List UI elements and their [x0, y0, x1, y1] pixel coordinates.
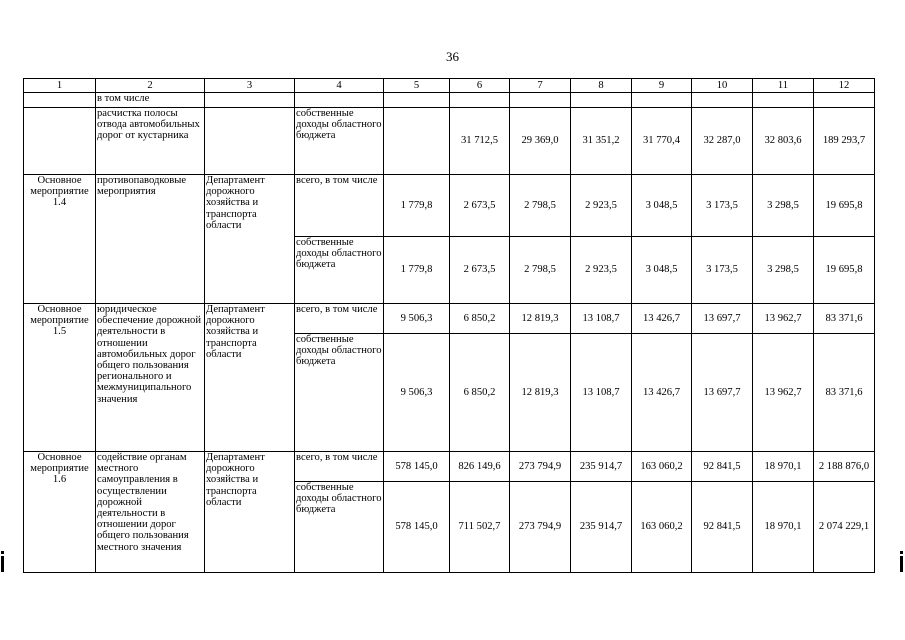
value-cell: 578 145,0: [384, 452, 450, 482]
value-cell: 31 770,4: [632, 108, 692, 175]
value-cell: 578 145,0: [384, 482, 450, 573]
column-number: 8: [571, 79, 632, 93]
value-cell: 3 173,5: [692, 237, 753, 304]
value-cell: 2 798,5: [510, 175, 571, 237]
value-cell: 92 841,5: [692, 452, 753, 482]
value-cell: 3 298,5: [753, 237, 814, 304]
value-cell: 1 779,8: [384, 175, 450, 237]
right-margin-mark: [900, 556, 903, 572]
value-cell: 13 426,7: [632, 334, 692, 452]
funding-source-cell: собственные доходы областного бюджета: [295, 237, 384, 304]
value-cell: 2 798,5: [510, 237, 571, 304]
column-number: 3: [205, 79, 295, 93]
column-number: 10: [692, 79, 753, 93]
value-cell: 13 108,7: [571, 334, 632, 452]
table-row: [24, 108, 875, 175]
value-cell: 2 923,5: [571, 175, 632, 237]
value-cell: 13 426,7: [632, 304, 692, 334]
value-cell: 163 060,2: [632, 482, 692, 573]
value-cell: 163 060,2: [632, 452, 692, 482]
executor-cell: Департамент дорожного хозяйства и транспорта области: [205, 304, 295, 452]
value-cell: 9 506,3: [384, 334, 450, 452]
value-cell: 189 293,7: [814, 108, 875, 175]
value-cell: 32 803,6: [753, 108, 814, 175]
budget-table: [23, 78, 875, 573]
value-cell: 13 697,7: [692, 304, 753, 334]
table-row: [24, 452, 875, 482]
value-cell: 3 298,5: [753, 175, 814, 237]
value-cell: 3 048,5: [632, 175, 692, 237]
funding-source-cell: всего, в том числе: [295, 304, 384, 334]
value-cell: 2 673,5: [450, 237, 510, 304]
value-cell: 92 841,5: [692, 482, 753, 573]
value-cell: 826 149,6: [450, 452, 510, 482]
measure-name-cell: юридическое обеспечение дорожной деятельности в отношении автомобильных дорог общего пользования регионального и межмуниципального значения: [96, 304, 205, 452]
value-cell: 2 188 876,0: [814, 452, 875, 482]
value-cell: 6 850,2: [450, 304, 510, 334]
column-number: 9: [632, 79, 692, 93]
column-number: 12: [814, 79, 875, 93]
column-number: 4: [295, 79, 384, 93]
value-cell: 13 108,7: [571, 304, 632, 334]
left-margin-mark: [1, 556, 4, 572]
measure-name-cell: противопаводковые мероприятия: [96, 175, 205, 304]
value-cell: 235 914,7: [571, 482, 632, 573]
value-cell: 13 962,7: [753, 304, 814, 334]
value-cell: 18 970,1: [753, 452, 814, 482]
executor-cell: Департамент дорожного хозяйства и транспорта области: [205, 452, 295, 573]
value-cell: 273 794,9: [510, 482, 571, 573]
value-cell: 18 970,1: [753, 482, 814, 573]
event-number-cell: Основное мероприятие 1.6: [24, 452, 96, 573]
funding-source-cell: собственные доходы областного бюджета: [295, 334, 384, 452]
column-number: 2: [96, 79, 205, 93]
funding-source-cell: всего, в том числе: [295, 452, 384, 482]
value-cell: 32 287,0: [692, 108, 753, 175]
funding-source-cell: собственные доходы областного бюджета: [295, 482, 384, 573]
value-cell: 235 914,7: [571, 452, 632, 482]
value-cell: 13 697,7: [692, 334, 753, 452]
column-number: 5: [384, 79, 450, 93]
event-number-cell: Основное мероприятие 1.4: [24, 175, 96, 304]
event-number-cell: Основное мероприятие 1.5: [24, 304, 96, 452]
measure-name-cell: содействие органам местного самоуправления в осуществлении дорожной деятельности в отношении дорог общего пользования местного значения: [96, 452, 205, 573]
subheading-cell: в том числе: [96, 93, 205, 108]
page-number: 36: [446, 49, 459, 64]
value-cell: 1 779,8: [384, 237, 450, 304]
column-number: 11: [753, 79, 814, 93]
table-row: [24, 175, 875, 237]
value-cell: 83 371,6: [814, 334, 875, 452]
column-number: 6: [450, 79, 510, 93]
value-cell: 3 173,5: [692, 175, 753, 237]
column-number: 7: [510, 79, 571, 93]
value-cell: 6 850,2: [450, 334, 510, 452]
value-cell: 711 502,7: [450, 482, 510, 573]
subheading-row: [24, 93, 875, 108]
measure-name-cell: расчистка полосы отвода автомобильных дорог от кустарника: [96, 108, 205, 175]
value-cell: 83 371,6: [814, 304, 875, 334]
value-cell: [384, 108, 450, 175]
column-number-row: [24, 79, 875, 93]
value-cell: 2 923,5: [571, 237, 632, 304]
value-cell: 273 794,9: [510, 452, 571, 482]
funding-source-cell: всего, в том числе: [295, 175, 384, 237]
value-cell: 13 962,7: [753, 334, 814, 452]
value-cell: 12 819,3: [510, 304, 571, 334]
column-number: 1: [24, 79, 96, 93]
value-cell: 3 048,5: [632, 237, 692, 304]
value-cell: 29 369,0: [510, 108, 571, 175]
value-cell: 12 819,3: [510, 334, 571, 452]
value-cell: 19 695,8: [814, 175, 875, 237]
value-cell: 2 074 229,1: [814, 482, 875, 573]
executor-cell: Департамент дорожного хозяйства и транспорта области: [205, 175, 295, 304]
table-row: [24, 304, 875, 334]
value-cell: 19 695,8: [814, 237, 875, 304]
value-cell: 31 712,5: [450, 108, 510, 175]
funding-source-cell: собственные доходы областного бюджета: [295, 108, 384, 175]
value-cell: 9 506,3: [384, 304, 450, 334]
value-cell: 31 351,2: [571, 108, 632, 175]
value-cell: 2 673,5: [450, 175, 510, 237]
